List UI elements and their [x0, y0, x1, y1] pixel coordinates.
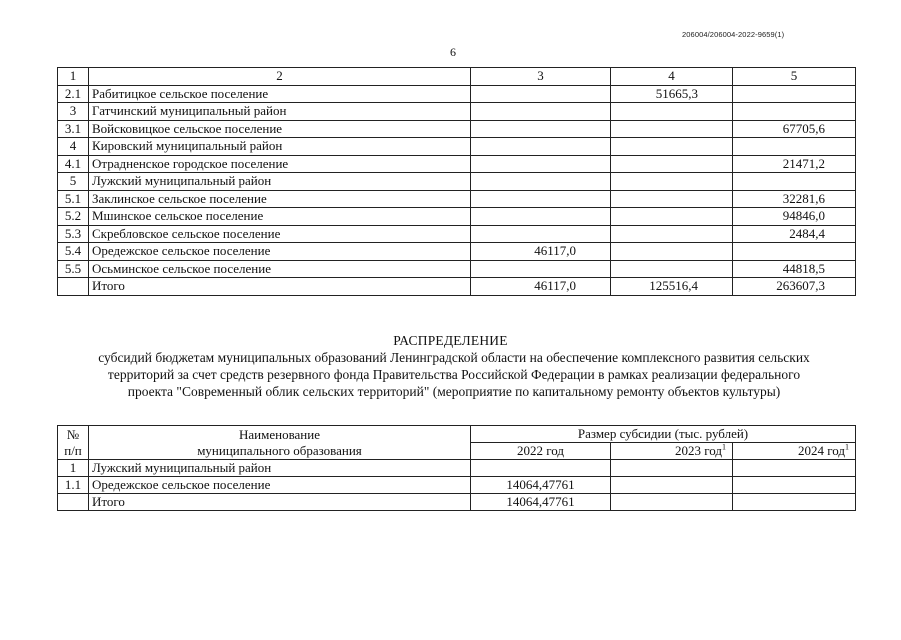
header-subsidy: Размер субсидии (тыс. рублей) — [471, 426, 856, 443]
value-col5 — [733, 103, 856, 121]
row-number: 5.1 — [58, 190, 89, 208]
table-row — [58, 208, 856, 226]
row-number: 3 — [58, 103, 89, 121]
value-col3 — [471, 260, 611, 278]
table-row — [58, 103, 856, 121]
value-col5: 21471,2 — [733, 155, 856, 173]
value-col5: 94846,0 — [733, 208, 856, 226]
table-header-row — [58, 426, 856, 443]
header-number — [58, 426, 89, 460]
value-col3 — [471, 225, 611, 243]
value-col4 — [611, 260, 733, 278]
table-row — [58, 85, 856, 103]
value-col4: 51665,3 — [611, 85, 733, 103]
value-col4 — [611, 225, 733, 243]
table-row — [58, 260, 856, 278]
total-row — [58, 278, 856, 296]
table-row — [58, 243, 856, 261]
value-2023 — [611, 477, 733, 494]
distribution-table-continued — [57, 67, 856, 296]
row-number: 1.1 — [58, 477, 89, 494]
total-col5: 263607,3 — [733, 278, 856, 296]
municipality-name: Отрадненское городское поселение — [89, 155, 471, 173]
value-col4 — [611, 243, 733, 261]
value-col4 — [611, 190, 733, 208]
value-col3: 46117,0 — [471, 243, 611, 261]
value-col5: 2484,4 — [733, 225, 856, 243]
value-col5: 44818,5 — [733, 260, 856, 278]
footnote-mark: 1 — [845, 442, 850, 452]
header-name-line-2: муниципального образования — [197, 442, 362, 458]
municipality-name: Скребловское сельское поселение — [89, 225, 471, 243]
municipality-name: Оредежское сельское поселение — [89, 243, 471, 261]
header-cell: 4 — [611, 68, 733, 86]
row-number: 2.1 — [58, 85, 89, 103]
header-year-2022: 2022 год — [471, 443, 611, 460]
municipality-name: Лужский муниципальный район — [89, 173, 471, 191]
value-col3 — [471, 120, 611, 138]
section-title: РАСПРЕДЕЛЕНИЕ — [393, 333, 508, 348]
value-col5 — [733, 173, 856, 191]
value-2024 — [733, 477, 856, 494]
row-number: 1 — [58, 460, 89, 477]
total-2023 — [611, 494, 733, 511]
description-line-3: проекта "Современный облик сельских территорий" (мероприятие по капитальному ремонту объектов культуры) — [127, 384, 781, 399]
document-id: 206004/206004-2022-9659(1) — [682, 30, 785, 39]
value-col4 — [611, 103, 733, 121]
value-2023 — [611, 460, 733, 477]
total-2022: 14064,47761 — [471, 494, 611, 511]
total-label: Итого — [89, 494, 471, 511]
row-number — [58, 494, 89, 511]
header-year-2023 — [611, 443, 733, 460]
row-number: 5.3 — [58, 225, 89, 243]
row-number: 5 — [58, 173, 89, 191]
value-col4 — [611, 173, 733, 191]
table-row — [58, 225, 856, 243]
header-cell: 1 — [58, 68, 89, 86]
municipality-name: Мшинское сельское поселение — [89, 208, 471, 226]
value-col3 — [471, 190, 611, 208]
value-col3 — [471, 85, 611, 103]
table-row — [58, 173, 856, 191]
value-col5 — [733, 243, 856, 261]
value-col5: 67705,6 — [733, 120, 856, 138]
header-name-line-1: Наименование — [239, 426, 320, 442]
table-row — [58, 190, 856, 208]
subsidy-distribution-table — [57, 425, 856, 511]
table-row — [58, 477, 856, 494]
total-row — [58, 494, 856, 511]
municipality-name: Войсковицкое сельское поселение — [89, 120, 471, 138]
section-description — [40, 349, 868, 400]
value-col3 — [471, 138, 611, 156]
table-header-row — [58, 68, 856, 86]
value-col4 — [611, 208, 733, 226]
table-row — [58, 460, 856, 477]
table-row — [58, 120, 856, 138]
value-2024 — [733, 460, 856, 477]
municipality-name: Оредежское сельское поселение — [89, 477, 471, 494]
header-number-line-2: п/п — [64, 442, 82, 458]
total-label: Итого — [89, 278, 471, 296]
header-name — [89, 426, 471, 460]
value-col3 — [471, 208, 611, 226]
value-col4 — [611, 155, 733, 173]
value-col3 — [471, 103, 611, 121]
municipality-name: Лужский муниципальный район — [89, 460, 471, 477]
value-2022: 14064,47761 — [471, 477, 611, 494]
footnote-mark: 1 — [722, 442, 726, 452]
header-cell: 3 — [471, 68, 611, 86]
row-number — [58, 278, 89, 296]
total-col3: 46117,0 — [471, 278, 611, 296]
row-number: 3.1 — [58, 120, 89, 138]
value-2022 — [471, 460, 611, 477]
row-number: 5.2 — [58, 208, 89, 226]
header-cell: 2 — [89, 68, 471, 86]
municipality-name: Рабитицкое сельское поселение — [89, 85, 471, 103]
page-number: 6 — [450, 45, 456, 59]
row-number: 4.1 — [58, 155, 89, 173]
municipality-name: Осьминское сельское поселение — [89, 260, 471, 278]
table-row — [58, 155, 856, 173]
description-line-2: территорий за счет средств резервного фонда Правительства Российской Федерации в рамках реализации федерального — [107, 367, 801, 382]
value-col5 — [733, 85, 856, 103]
municipality-name: Кировский муниципальный район — [89, 138, 471, 156]
header-number-line-1: № — [66, 426, 80, 442]
value-col5: 32281,6 — [733, 190, 856, 208]
row-number: 5.4 — [58, 243, 89, 261]
description-line-1: субсидий бюджетам муниципальных образований Ленинградской области на обеспечение комплексного развития сельских — [98, 350, 810, 365]
value-col3 — [471, 173, 611, 191]
total-2024 — [733, 494, 856, 511]
row-number: 4 — [58, 138, 89, 156]
total-col4: 125516,4 — [611, 278, 733, 296]
municipality-name: Заклинское сельское поселение — [89, 190, 471, 208]
row-number: 5.5 — [58, 260, 89, 278]
municipality-name: Гатчинский муниципальный район — [89, 103, 471, 121]
header-year-2024 — [733, 443, 856, 460]
header-cell: 5 — [733, 68, 856, 86]
table-row — [58, 138, 856, 156]
value-col4 — [611, 138, 733, 156]
value-col3 — [471, 155, 611, 173]
year-label: 2023 год — [675, 443, 722, 458]
year-label: 2024 год — [798, 443, 846, 458]
value-col4 — [611, 120, 733, 138]
value-col5 — [733, 138, 856, 156]
